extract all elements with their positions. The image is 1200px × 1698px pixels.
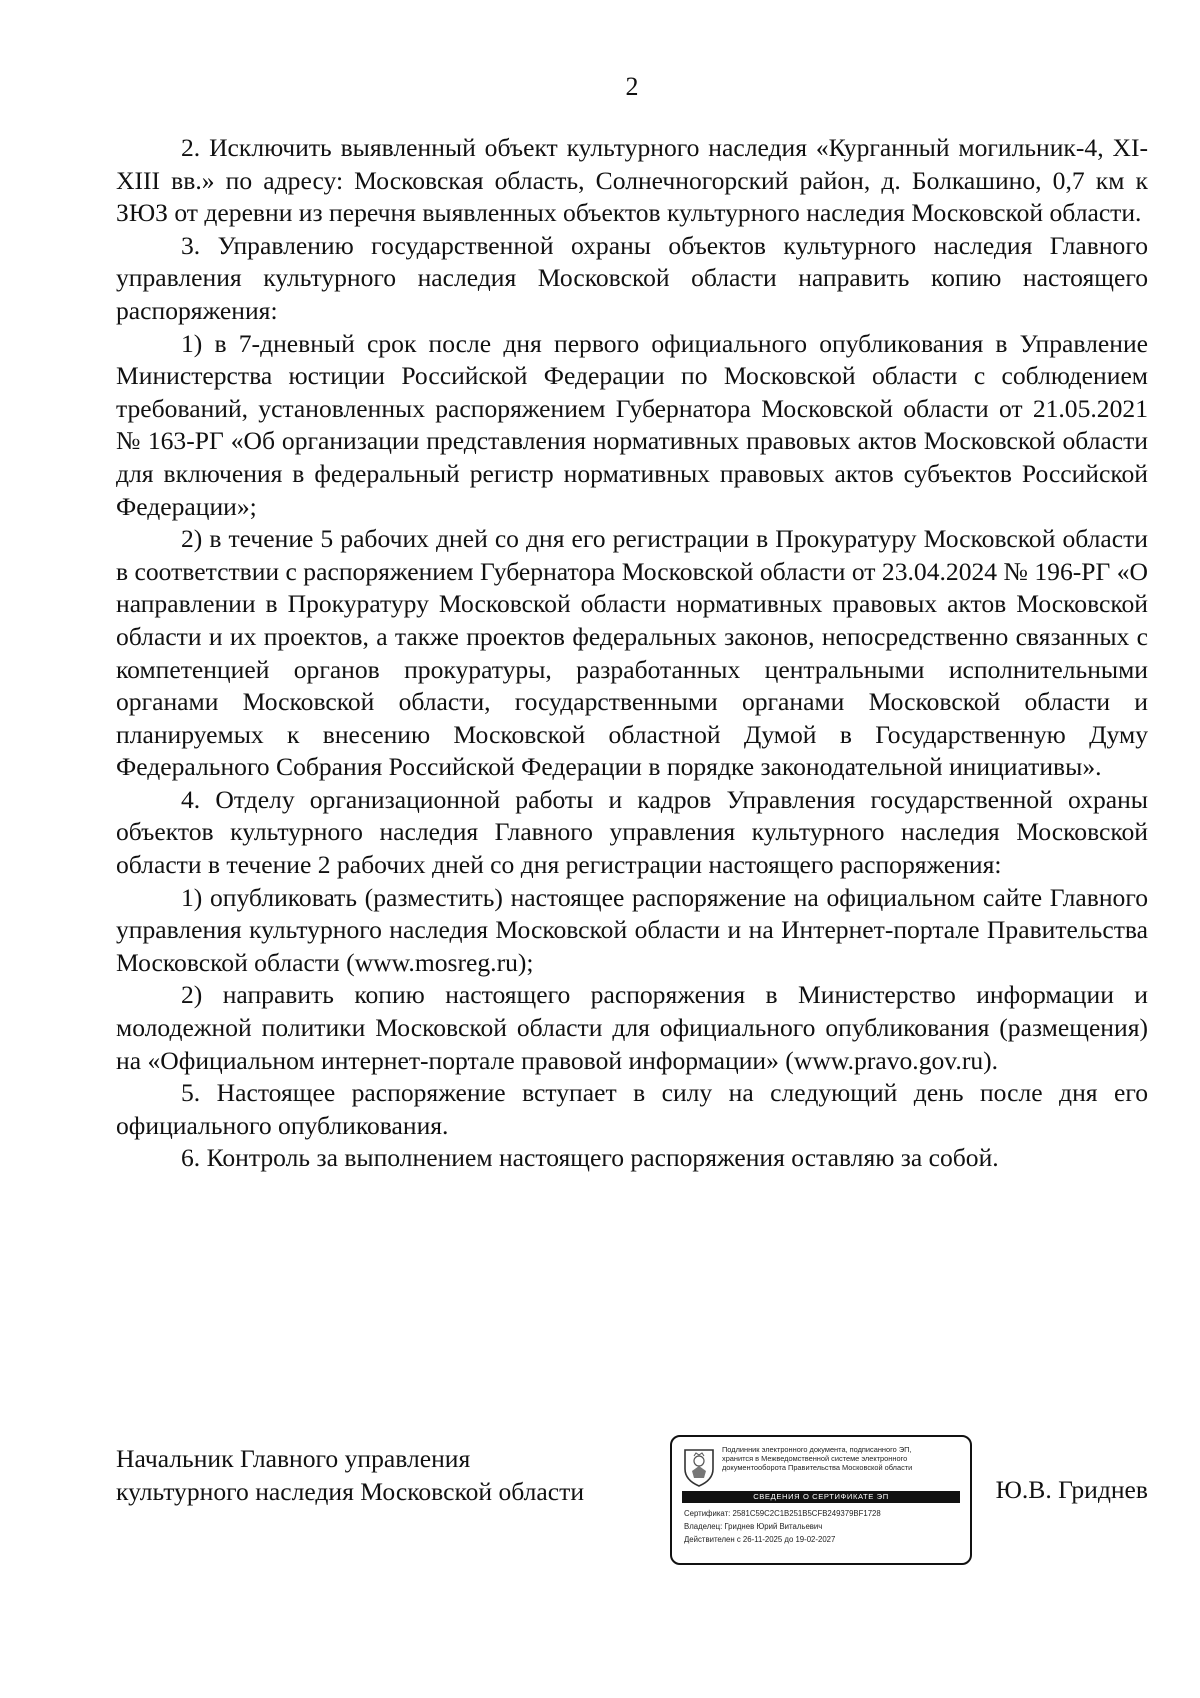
stamp-certificate-title: СВЕДЕНИЯ О СЕРТИФИКАТЕ ЭП: [682, 1491, 960, 1503]
paragraph-item-3: 3. Управлению государственной охраны объектов культурного наследия Главного управления культурного наследия Московской области направить копию настоящего распоряжения:: [116, 230, 1148, 325]
signer-position: [116, 1443, 584, 1508]
stamp-header-line-1: Подлинник электронного документа, подписанного ЭП,: [722, 1445, 912, 1454]
stamp-certificate-number: Сертификат: 2581C59C2C1B251B5CFB249379BF1728: [684, 1509, 881, 1518]
signer-name: Ю.В. Гриднев: [995, 1475, 1148, 1504]
paragraph-subitem-3-1: 1) в 7-дневный срок после дня первого официального опубликования в Управление Министерства юстиции Российской Федерации по Московской области с соблюдением требований, установленных распоряжением Губернатора Московской области от 21.05.2021 № 163-РГ «Об организации представления нормативных правовых актов Московской области для включения в федеральный регистр нормативных правовых актов субъектов Российской Федерации»;: [116, 328, 1148, 521]
stamp-validity: Действителен с 26-11-2025 до 19-02-2027: [684, 1535, 836, 1544]
signer-position-line-1: Начальник Главного управления: [116, 1444, 471, 1473]
page-number: 2: [625, 72, 639, 101]
stamp-header: [722, 1445, 964, 1472]
signer-position-line-2: культурного наследия Московской области: [116, 1476, 585, 1506]
paragraph-item-5: 5. Настоящее распоряжение вступает в силу на следующий день после дня его официального опубликования.: [116, 1078, 1148, 1140]
paragraph-item-4: 4. Отделу организационной работы и кадров Управления государственной охраны объектов культурного наследия Главного управления культурного наследия Московской области в течение 2 рабочих дней со дня регистрации настоящего распоряжения:: [116, 784, 1148, 880]
electronic-signature-stamp: [670, 1435, 972, 1565]
stamp-header-line-2: хранится в Межведомственной системе электронного: [722, 1454, 908, 1463]
stamp-header-line-3: документооборота Правительства Московской области: [722, 1463, 913, 1472]
paragraph-item-6: 6. Контроль за выполнением настоящего распоряжения оставляю за собой.: [181, 1143, 999, 1173]
coat-of-arms-icon: [682, 1447, 716, 1487]
paragraph-item-2: 2. Исключить выявленный объект культурного наследия «Курганный могильник-4, XI-XIII вв.» по адресу: Московская область, Солнечногорский район, д. Болкашино, 0,7 км к ЗЮЗ от деревни из перечня выявленных объектов культурного наследия Московской области.: [116, 133, 1148, 228]
paragraph-subitem-3-2: 2) в течение 5 рабочих дней со дня его регистрации в Прокуратуру Московской области в соответствии с распоряжением Губернатора Московской области от 23.04.2024 № 196-РГ «О направлении в Прокуратуру Московской области нормативных правовых актов Московской области и их проектов, а также проектов федеральных законов, непосредственно связанных с компетенцией органов прокуратуры, разработанных центральными исполнительными органами Московской области, государственными органами Московской области и планируемых к внесению Московской областной Думой в Государственную Думу Федерального Собрания Российской Федерации в порядке законодательной инициативы».: [116, 524, 1148, 782]
signature-block: [116, 1443, 1148, 1593]
paragraph-subitem-4-1: 1) опубликовать (разместить) настоящее распоряжение на официальном сайте Главного управления культурного наследия Московской области и на Интернет-портале Правительства Московской области (www.mosreg.ru);: [116, 882, 1148, 977]
document-body: [116, 132, 1148, 1175]
stamp-owner: Владелец: Гриднев Юрий Витальевич: [684, 1522, 823, 1531]
paragraph-subitem-4-2: 2) направить копию настоящего распоряжения в Министерство информации и молодежной политики Московской области для официального опубликования (размещения) на «Официальном интернет-портале правовой информации» (www.pravo.gov.ru).: [116, 980, 1148, 1075]
